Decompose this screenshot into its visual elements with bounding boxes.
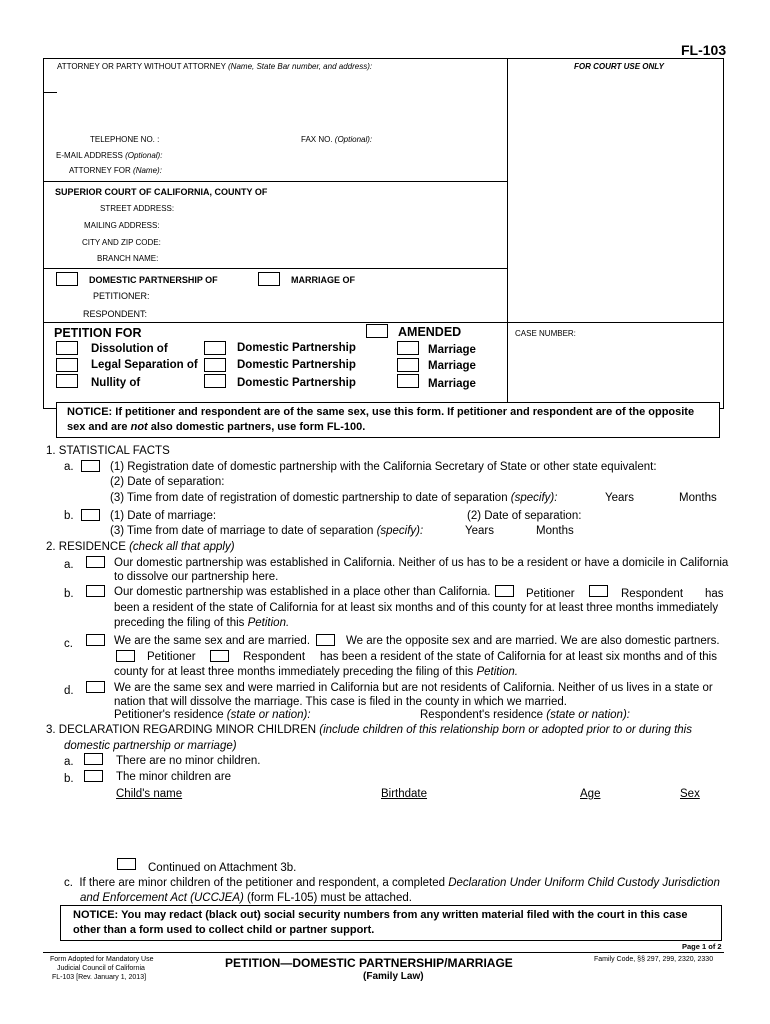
court-use-label: FOR COURT USE ONLY — [574, 62, 664, 71]
s2c-opposite-sex-checkbox[interactable] — [316, 634, 335, 646]
s2d-respondent-residence: Respondent's residence (state or nation): — [420, 709, 630, 721]
col-age: Age — [580, 788, 601, 800]
nullity-label: Nullity of — [91, 377, 141, 389]
s1b1-label: (1) Date of marriage: — [110, 510, 217, 522]
s1-title: 1. STATISTICAL FACTS — [46, 445, 170, 457]
marriage-of-checkbox[interactable] — [258, 272, 280, 286]
telephone-label: TELEPHONE NO. : — [90, 135, 160, 144]
amended-checkbox[interactable] — [366, 324, 388, 338]
mailing-address-label: MAILING ADDRESS: — [84, 221, 160, 230]
continued-attachment-checkbox[interactable] — [117, 858, 136, 870]
city-zip-label: CITY AND ZIP CODE: — [82, 238, 161, 247]
s1b-letter: b. — [64, 510, 74, 522]
s2b-petitioner-label: Petitioner — [526, 588, 575, 600]
notice-redact-line1: NOTICE: You may redact (black out) social security numbers from any written material filed with the court in this case — [73, 909, 688, 921]
s1a3-years: Years — [605, 492, 634, 504]
col-sex: Sex — [680, 788, 700, 800]
s2c-petitioner-checkbox[interactable] — [116, 650, 135, 662]
legal-separation-label: Legal Separation of — [91, 359, 198, 371]
s2d-petitioner-residence: Petitioner's residence (state or nation): — [114, 709, 311, 721]
s3a-checkbox[interactable] — [84, 753, 103, 765]
s2a-line2: to dissolve our partnership here. — [114, 571, 279, 583]
s2d-line1: We are the same sex and were married in California but are not residents of California. Neither of us lives in a state or — [114, 682, 713, 694]
dissolution-marriage-checkbox[interactable] — [397, 341, 419, 355]
s3b-checkbox[interactable] — [84, 770, 103, 782]
adopted-line3: FL-103 [Rev. January 1, 2013] — [52, 974, 147, 981]
dissolution-marriage-label: Marriage — [428, 344, 476, 356]
marriage-of-label: MARRIAGE OF — [291, 275, 355, 285]
s2b-respondent-checkbox[interactable] — [589, 585, 608, 597]
s1b3-years: Years — [465, 525, 494, 537]
adopted-line1: Form Adopted for Mandatory Use — [50, 956, 154, 963]
s1a1-label: (1) Registration date of domestic partnership with the California Secretary of State or other state equivalent: — [110, 461, 657, 473]
s2b-line3: preceding the filing of this Petition. — [114, 617, 290, 629]
dissolution-dp-label: Domestic Partnership — [237, 342, 356, 354]
court-use-divider — [507, 58, 508, 409]
s1b3-label: (3) Time from date of marriage to date of separation (specify): — [110, 525, 424, 537]
attorney-label: ATTORNEY OR PARTY WITHOUT ATTORNEY (Name, State Bar number, and address): — [57, 62, 373, 71]
notice-same-sex-line1: NOTICE: If petitioner and respondent are of the same sex, use this form. If petitioner and respondent are of the opposite — [67, 406, 695, 418]
petitioner-label: PETITIONER: — [93, 291, 150, 301]
s1a2-label: (2) Date of separation: — [110, 476, 225, 488]
divider-parties — [43, 268, 507, 269]
address-mark — [43, 92, 57, 93]
street-address-label: STREET ADDRESS: — [100, 204, 175, 213]
legal-separation-marriage-checkbox[interactable] — [397, 358, 419, 372]
footer-subtitle: (Family Law) — [363, 971, 424, 982]
nullity-dp-checkbox[interactable] — [204, 374, 226, 388]
s2b-line2: been a resident of the state of California for at least six months and of this county for at least three months immediately — [114, 602, 719, 614]
notice-same-sex-line2: sex and are not also domestic partners, use form FL-100. — [67, 421, 366, 433]
s3a-letter: a. — [64, 756, 74, 768]
s2d-letter: d. — [64, 685, 74, 697]
divider-petition — [43, 322, 724, 323]
s2c-petitioner-label: Petitioner — [147, 651, 196, 663]
attorney-for-label: ATTORNEY FOR (Name): — [69, 166, 162, 175]
adopted-line2: Judicial Council of California — [57, 965, 145, 972]
nullity-marriage-label: Marriage — [428, 378, 476, 390]
s2c-same-sex-label: We are the same sex and are married. — [114, 635, 311, 647]
court-title: SUPERIOR COURT OF CALIFORNIA, COUNTY OF — [55, 187, 268, 197]
legal-separation-dp-label: Domestic Partnership — [237, 359, 356, 371]
family-code-citation: Family Code, §§ 297, 299, 2320, 2330 — [594, 956, 714, 963]
s2c-letter: c. — [64, 638, 73, 650]
s1a-letter: a. — [64, 461, 74, 473]
s2b-line1: Our domestic partnership was established in a place other than California. — [114, 586, 491, 598]
s1a3-label: (3) Time from date of registration of domestic partnership to date of separation (specify): — [110, 492, 558, 504]
s1b-checkbox[interactable] — [81, 509, 100, 521]
case-number-label: CASE NUMBER: — [515, 329, 576, 338]
respondent-label: RESPONDENT: — [83, 309, 148, 319]
s2b-checkbox[interactable] — [86, 585, 105, 597]
s2c-respondent-checkbox[interactable] — [210, 650, 229, 662]
nullity-marriage-checkbox[interactable] — [397, 374, 419, 388]
form-id: FL-103 — [681, 42, 727, 58]
s1a-checkbox[interactable] — [81, 460, 100, 472]
s2c-same-sex-checkbox[interactable] — [86, 634, 105, 646]
domestic-partnership-of-checkbox[interactable] — [56, 272, 78, 286]
amended-label: AMENDED — [398, 325, 462, 339]
divider-court — [43, 181, 507, 182]
s2a-letter: a. — [64, 559, 74, 571]
s3-title-hint2: domestic partnership or marriage) — [64, 740, 237, 752]
caption-box — [43, 58, 724, 409]
dissolution-checkbox[interactable] — [56, 341, 78, 355]
s2d-line2: nation that will dissolve the marriage. This case is filed in the county in which we married. — [114, 696, 567, 708]
s2a-checkbox[interactable] — [86, 556, 105, 568]
s3c-line2: and Enforcement Act (UCCJEA) (form FL-105) must be attached. — [80, 892, 412, 904]
s1a3-months: Months — [679, 492, 717, 504]
dissolution-label: Dissolution of — [91, 343, 168, 355]
s2c-respondent-label: Respondent — [243, 651, 306, 663]
s3b-letter: b. — [64, 773, 74, 785]
footer-rule — [43, 952, 724, 953]
nullity-checkbox[interactable] — [56, 374, 78, 388]
footer-title: PETITION—DOMESTIC PARTNERSHIP/MARRIAGE — [225, 956, 513, 970]
s2b-respondent-label: Respondent — [621, 588, 684, 600]
branch-name-label: BRANCH NAME: — [97, 254, 159, 263]
notice-redact-line2: other than a form used to collect child or partner support. — [73, 924, 375, 936]
domestic-partnership-of-label: DOMESTIC PARTNERSHIP OF — [89, 275, 218, 285]
s3c-line1: c. If there are minor children of the petitioner and respondent, a completed Declaration Under Uniform Child Custody Jurisdiction — [64, 877, 720, 889]
email-label: E-MAIL ADDRESS (Optional): — [56, 151, 163, 160]
s2c-line2: has been a resident of the state of California for at least six months and of this — [320, 651, 717, 663]
legal-separation-checkbox[interactable] — [56, 358, 78, 372]
petition-for-title: PETITION FOR — [54, 326, 142, 340]
s1b2-label: (2) Date of separation: — [467, 510, 582, 522]
s2-title: 2. RESIDENCE (check all that apply) — [46, 541, 235, 553]
continued-attachment-label: Continued on Attachment 3b. — [148, 862, 297, 874]
s2b-petitioner-checkbox[interactable] — [495, 585, 514, 597]
s2b-letter: b. — [64, 588, 74, 600]
fax-label: FAX NO. (Optional): — [301, 135, 373, 144]
s2d-checkbox[interactable] — [86, 681, 105, 693]
s3b-label: The minor children are — [116, 771, 232, 783]
s2c-line3: county for at least three months immediately preceding the filing of this Petition. — [114, 666, 518, 678]
s2b-has: has — [705, 588, 724, 600]
legal-separation-marriage-label: Marriage — [428, 360, 476, 372]
page-number: Page 1 of 2 — [682, 942, 722, 951]
col-birthdate: Birthdate — [381, 788, 428, 800]
legal-separation-dp-checkbox[interactable] — [204, 358, 226, 372]
s3a-label: There are no minor children. — [116, 755, 261, 767]
s1b3-months: Months — [536, 525, 574, 537]
s2c-opposite-sex-label: We are the opposite sex and are married. We are also domestic partners. — [346, 635, 720, 647]
nullity-dp-label: Domestic Partnership — [237, 377, 356, 389]
s3-title: 3. DECLARATION REGARDING MINOR CHILDREN (include children of this relationship born or adopted prior to or during this — [46, 724, 692, 736]
s2a-line1: Our domestic partnership was established in California. Neither of us has to be a resident or have a domicile in California — [114, 557, 729, 569]
dissolution-dp-checkbox[interactable] — [204, 341, 226, 355]
col-childs-name: Child's name — [116, 788, 183, 800]
